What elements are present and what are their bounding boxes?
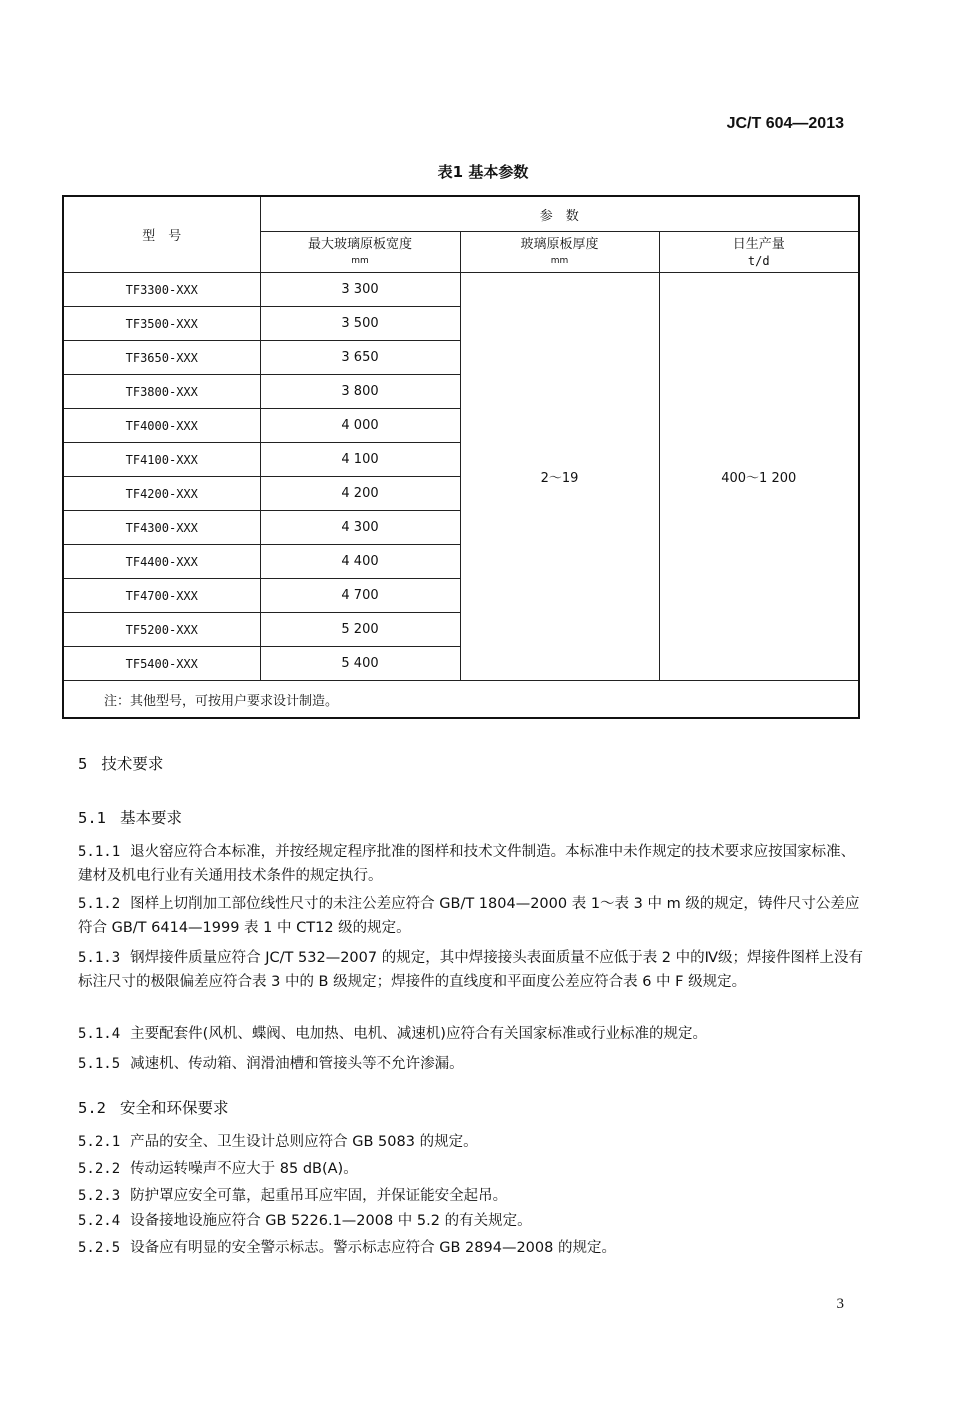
width-cell: 5 200: [260, 613, 460, 647]
section-5-2-heading: [78, 1096, 868, 1120]
page-number: 3: [836, 1296, 844, 1312]
clause-number: 5.1.2: [78, 896, 121, 912]
table-note-row: [63, 681, 859, 719]
model-cell: TF4700-XXX: [63, 579, 260, 613]
clause-number: 5.2.5: [78, 1240, 121, 1256]
standard-code: JC/T 604—2013: [726, 115, 844, 132]
width-cell: 5 400: [260, 647, 460, 681]
table-note: 注：其他型号，可按用户要求设计制造。: [63, 681, 859, 719]
clause-text: 设备接地设施应符合 GB 5226.1—2008 中 5.2 的有关规定。: [130, 1213, 532, 1229]
clause-text: 防护罩应安全可靠，起重吊耳应牢固，并保证能安全起吊。: [130, 1188, 508, 1204]
width-cell: 4 200: [260, 477, 460, 511]
clause-number: 5.1.4: [78, 1026, 121, 1042]
width-cell: 3 500: [260, 307, 460, 341]
clause-text: 设备应有明显的安全警示标志。警示标志应符合 GB 2894—2008 的规定。: [130, 1240, 616, 1256]
clause-text: 主要配套件(风机、蝶阀、电加热、电机、减速机)应符合有关国家标准或行业标准的规定。: [130, 1026, 707, 1042]
section-5-number: 5: [78, 755, 88, 773]
clause-text: 传动运转噪声不应大于 85 dB(A)。: [130, 1161, 358, 1177]
model-cell: TF3300-XXX: [63, 273, 260, 307]
header-thickness: [460, 232, 659, 273]
clause-5-1-3: [78, 946, 868, 994]
clause-text: 退火窑应符合本标准，并按经规定程序批准的图样和技术文件制造。本标准中未作规定的技术要求应按国家标准、建材及机电行业有关通用技术条件的规定执行。: [78, 844, 856, 884]
model-cell: TF3800-XXX: [63, 375, 260, 409]
clause-number: 5.1.1: [78, 844, 121, 860]
clause-number: 5.2.1: [78, 1134, 121, 1150]
header-output-unit: t/d: [747, 254, 770, 268]
section-5-1-title: 基本要求: [120, 809, 183, 827]
clause-5-2-3: [78, 1184, 868, 1208]
clause-5-2-1: [78, 1130, 868, 1154]
model-cell: TF5200-XXX: [63, 613, 260, 647]
header-output-label: 日生产量: [732, 237, 785, 252]
clause-text: 钢焊接件质量应符合 JC/T 532—2007 的规定，其中焊接接头表面质量不应低于表 2 中的Ⅳ级；焊接件图样上没有标注尺寸的极限偏差应符合表 3 中的 B 级规定；焊接件的直线度和平面度公差应符合表 6 中 F 级规定。: [78, 950, 864, 990]
width-cell: 3 300: [260, 273, 460, 307]
model-cell: TF3500-XXX: [63, 307, 260, 341]
width-cell: 4 300: [260, 511, 460, 545]
width-cell: 4 700: [260, 579, 460, 613]
model-cell: TF4000-XXX: [63, 409, 260, 443]
model-cell: TF4100-XXX: [63, 443, 260, 477]
output-cell: 400～1 200: [659, 273, 859, 681]
header-thickness-label: 玻璃原板厚度: [520, 237, 599, 252]
model-cell: TF4400-XXX: [63, 545, 260, 579]
model-cell: TF5400-XXX: [63, 647, 260, 681]
width-cell: 4 000: [260, 409, 460, 443]
section-5-title: 技术要求: [101, 755, 164, 773]
clause-text: 减速机、传动箱、润滑油槽和管接头等不允许渗漏。: [130, 1056, 464, 1072]
section-5-2-title: 安全和环保要求: [120, 1099, 229, 1117]
width-cell: 3 800: [260, 375, 460, 409]
clause-5-2-2: [78, 1157, 868, 1181]
header-output: [659, 232, 859, 273]
model-cell: TF4200-XXX: [63, 477, 260, 511]
section-5-2-number: 5.2: [78, 1099, 106, 1117]
width-cell: 3 650: [260, 341, 460, 375]
clause-number: 5.1.5: [78, 1056, 121, 1072]
clause-number: 5.2.2: [78, 1161, 121, 1177]
clause-number: 5.2.4: [78, 1213, 121, 1229]
basic-parameters-table: [62, 195, 860, 719]
clause-5-1-5: [78, 1052, 868, 1076]
clause-text: 图样上切削加工部位线性尺寸的未注公差应符合 GB/T 1804—2000 表 1～表 3 中 m 级的规定，铸件尺寸公差应符合 GB/T 6414—1999 表 1 中 CT12 级的规定。: [78, 896, 860, 936]
header-width: [260, 232, 460, 273]
clause-number: 5.1.3: [78, 950, 121, 966]
header-params: 参 数: [260, 196, 859, 232]
clause-5-2-4: [78, 1209, 868, 1233]
clause-5-1-4: [78, 1022, 868, 1046]
header-model: 型 号: [63, 196, 260, 273]
clause-text: 产品的安全、卫生设计总则应符合 GB 5083 的规定。: [130, 1134, 478, 1150]
clause-5-1-1: [78, 840, 868, 888]
width-cell: 4 100: [260, 443, 460, 477]
header-thickness-unit: mm: [550, 256, 569, 266]
header-width-unit: mm: [351, 256, 369, 266]
table-row: [63, 273, 859, 307]
header-width-label: 最大玻璃原板宽度: [307, 237, 412, 252]
width-cell: 4 400: [260, 545, 460, 579]
clause-number: 5.2.3: [78, 1188, 121, 1204]
section-5-1-number: 5.1: [78, 809, 106, 827]
section-5-1-heading: [78, 806, 868, 830]
basic-parameters-table-wrapper: [62, 195, 858, 719]
section-5-heading: [78, 752, 868, 776]
clause-5-2-5: [78, 1236, 868, 1260]
model-cell: TF4300-XXX: [63, 511, 260, 545]
table-caption: 表1 基本参数: [437, 163, 529, 181]
thickness-cell: 2～19: [460, 273, 659, 681]
clause-5-1-2: [78, 892, 868, 940]
model-cell: TF3650-XXX: [63, 341, 260, 375]
